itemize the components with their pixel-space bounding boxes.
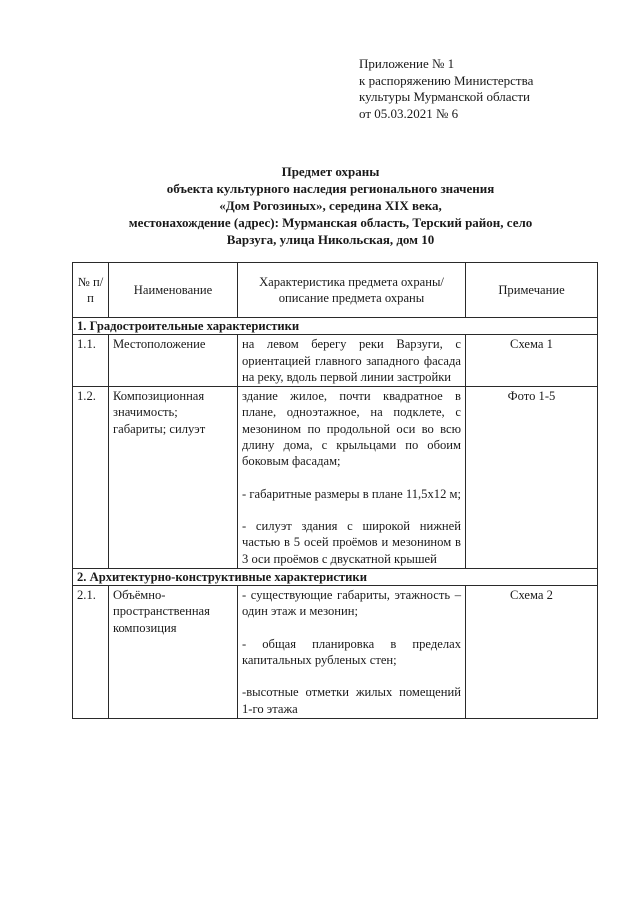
header-description: Характеристика предмета охраны/описание предмета охраны <box>238 263 466 318</box>
row-name: Объёмно-пространственная композиция <box>109 586 238 719</box>
description-paragraph: - габаритные размеры в плане 11,5х12 м; <box>242 486 461 501</box>
row-description: на левом берегу реки Варзуги, с ориентацией главного западного фасада на реку, вдоль первой линии застройки <box>238 335 466 387</box>
title-line: Варзуга, улица Никольская, дом 10 <box>226 232 435 247</box>
row-num: 1.1. <box>73 335 109 387</box>
table-row <box>73 335 598 387</box>
appendix-line: к распоряжению Министерства <box>359 72 534 88</box>
description-paragraph: -высотные отметки жилых помещений 1-го этажа <box>242 685 461 716</box>
appendix-line: Приложение № 1 <box>359 56 455 71</box>
section-title: 1. Градостроительные характеристики <box>73 318 598 335</box>
row-note: Схема 1 <box>466 335 598 387</box>
table-header-row <box>73 263 598 318</box>
row-num: 2.1. <box>73 586 109 719</box>
title-line: Предмет охраны <box>281 164 380 179</box>
protection-subject-table <box>72 262 598 719</box>
document-title <box>64 163 597 248</box>
section-row <box>73 568 598 585</box>
title-line: местонахождение (адрес): Мурманская область, Терский район, село <box>128 215 533 230</box>
table-row <box>73 586 598 719</box>
title-line: объекта культурного наследия регионального значения <box>166 181 495 196</box>
section-row <box>73 318 598 335</box>
header-note: Примечание <box>466 263 598 318</box>
section-title: 2. Архитектурно-конструктивные характеристики <box>73 568 598 585</box>
description-paragraph: - силуэт здания с широкой нижней частью в 5 осей проёмов и мезонином в 3 оси проёмов с двускатной крышей <box>242 518 461 566</box>
description-paragraph: - существующие габариты, этажность – один этаж и мезонин; <box>242 588 461 619</box>
title-line: «Дом Рогозиных», середина XIX века, <box>219 198 442 213</box>
description-paragraph: - общая планировка в пределах капитальных рубленых стен; <box>242 636 461 668</box>
description-paragraph: здание жилое, почти квадратное в плане, одноэтажное, на подклете, с мезонином по продольной оси во всю длину дома, с крыльцами по обоим боковым фасадам; <box>242 389 461 469</box>
header-num: № п/п <box>73 263 109 318</box>
row-note: Схема 2 <box>466 586 598 719</box>
row-description <box>238 586 466 719</box>
row-description <box>238 387 466 569</box>
appendix-line: от 05.03.2021 № 6 <box>359 105 459 121</box>
appendix-block <box>359 56 533 122</box>
appendix-line: культуры Мурманской области <box>359 89 530 104</box>
table-row <box>73 387 598 569</box>
row-name: Композиционная значимость; габариты; силуэт <box>109 387 238 569</box>
row-num: 1.2. <box>73 387 109 569</box>
row-note: Фото 1-5 <box>466 387 598 569</box>
header-name: Наименование <box>109 263 238 318</box>
row-name: Местоположение <box>109 335 238 387</box>
